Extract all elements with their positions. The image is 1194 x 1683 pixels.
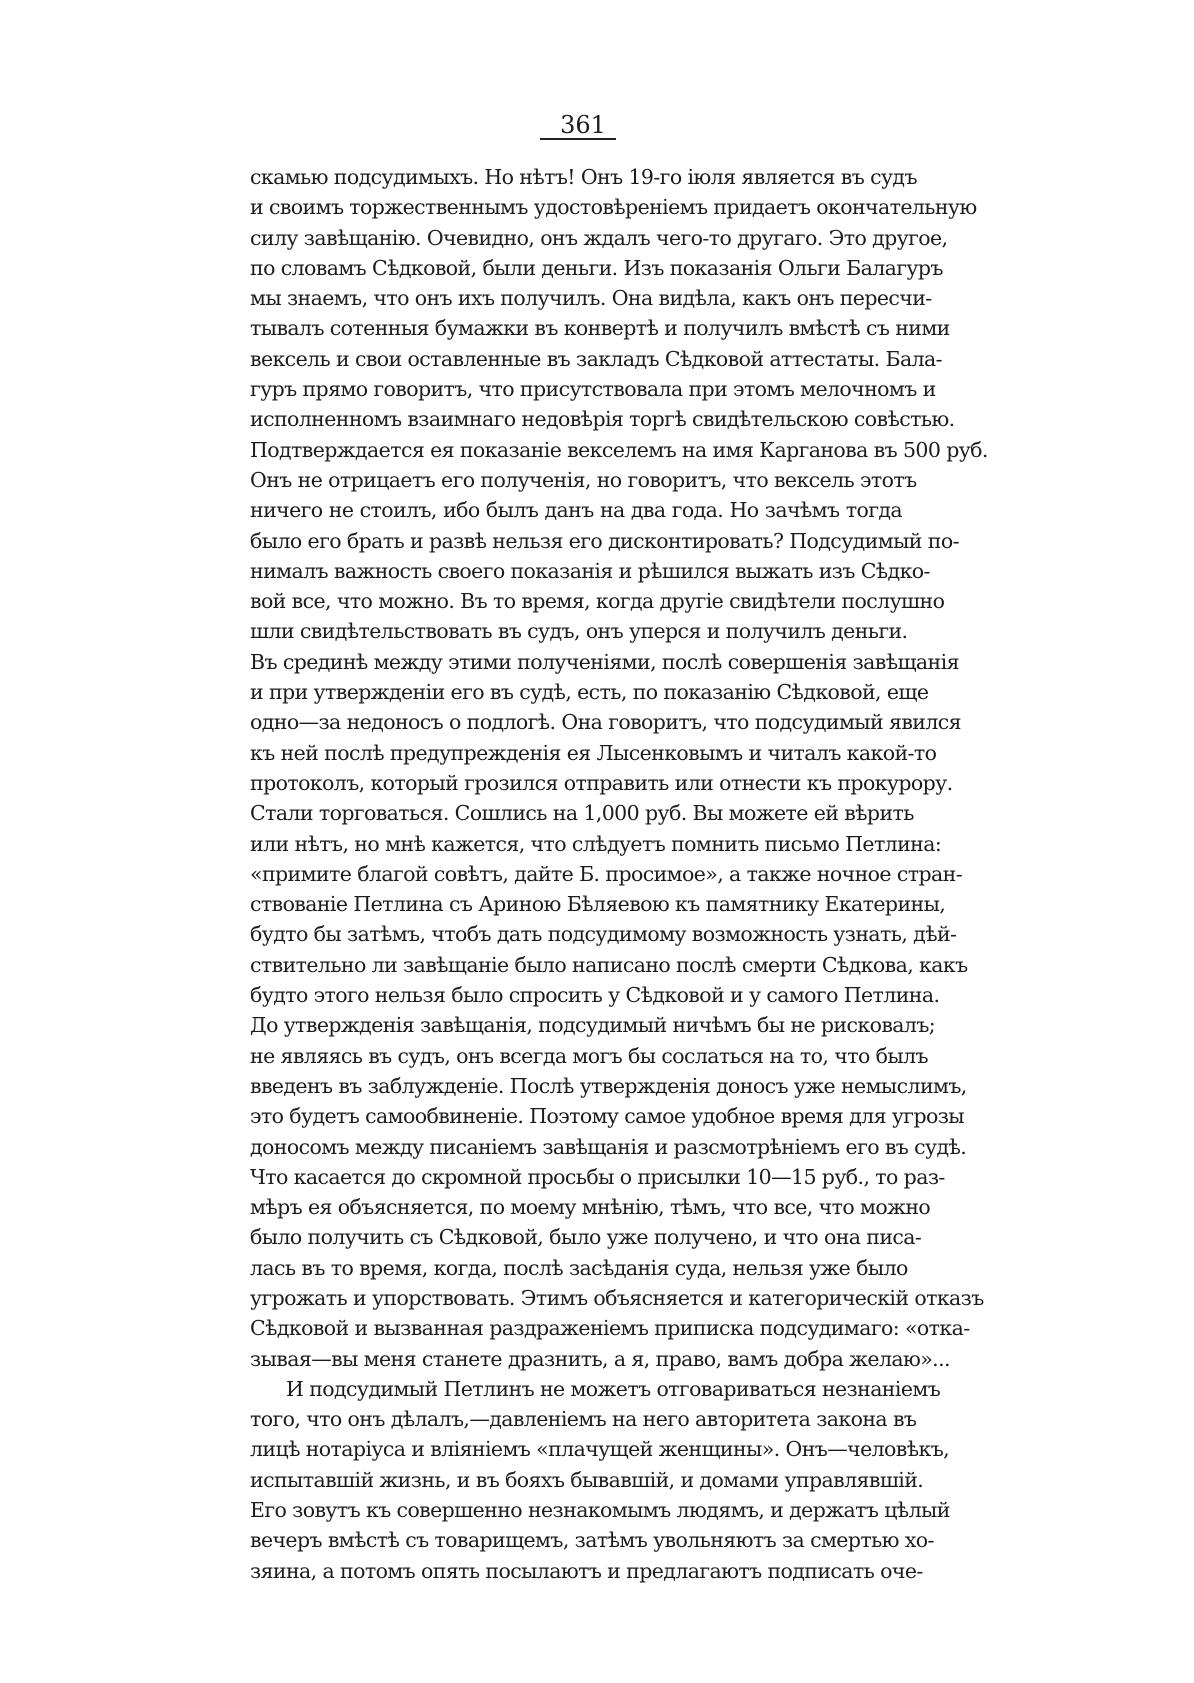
text-line: «примите благой совѣтъ, дайте Б. просимое», а также ночное стран- — [250, 861, 963, 886]
text-line: тывалъ сотенныя бумажки въ конвертѣ и получилъ вмѣстѣ съ ними — [250, 316, 950, 341]
text-line: вой все, что можно. Въ то время, когда другіе свидѣтели послушно — [250, 589, 945, 614]
text-line: не являясь въ судъ, онъ всегда могъ бы сослаться на то, что былъ — [250, 1043, 928, 1068]
text-line: было его брать и развѣ нельзя его дисконтировать? Подсудимый по- — [250, 528, 959, 553]
text-line: къ ней послѣ предупрежденія ея Лысенковымъ и читалъ какой-то — [250, 740, 937, 765]
paragraph — [250, 1374, 950, 1586]
text-line: И подсудимый Петлинъ не можетъ отговариваться незнаніемъ — [286, 1376, 941, 1401]
text-line: ничего не стоилъ, ибо былъ данъ на два года. Но зачѣмъ тогда — [250, 498, 902, 523]
text-line: Что касается до скромной просьбы о присылки 10—15 руб., то раз- — [250, 1164, 945, 1189]
text-line: зывая—вы меня станете дразнить, а я, право, вамъ добра желаю»... — [250, 1346, 950, 1371]
text-line: испытавшій жизнь, и въ бояхъ бывавшій, и домами управлявшій. — [250, 1467, 924, 1492]
text-line: это будетъ самообвиненіе. Поэтому самое удобное время для угрозы — [250, 1104, 965, 1129]
text-line: одно—за недоносъ о подлогѣ. Она говоритъ, что подсудимый явился — [250, 710, 961, 735]
text-line: ствованіе Петлина съ Ариною Бѣляевою къ памятнику Екатерины, — [250, 892, 946, 917]
text-line: шли свидѣтельствовать въ судъ, онъ уперся и получилъ деньги. — [250, 619, 908, 644]
text-line: протоколъ, который грозился отправить или отнести къ прокурору. — [250, 770, 953, 795]
text-line: зяина, а потомъ опять посылаютъ и предлагаютъ подписать оче- — [250, 1558, 923, 1583]
text-line: скамью подсудимыхъ. Но нѣтъ! Онъ 19-го іюля является въ судъ — [250, 165, 917, 189]
text-line: мѣръ ея объясняется, по моему мнѣнію, тѣмъ, что все, что можно — [250, 1195, 931, 1220]
text-line: исполненномъ взаимнаго недовѣрія торгѣ свидѣтельскою совѣстью. — [250, 407, 955, 432]
text-line: было получить съ Сѣдковой, было уже получено, и что она писа- — [250, 1225, 922, 1250]
page-number: 361 — [560, 111, 606, 139]
text-line: силу завѣщанію. Очевидно, онъ ждалъ чего-то другаго. Это другое, — [250, 225, 948, 250]
text-line: ствительно ли завѣщаніе было написано послѣ смерти Сѣдкова, какъ — [250, 952, 968, 977]
text-line: того, что онъ дѣлалъ,—давленіемъ на него авторитета закона въ — [250, 1407, 917, 1432]
text-line: или нѣтъ, но мнѣ кажется, что слѣдуетъ помнить письмо Петлина: — [250, 831, 942, 856]
text-line: вексель и свои оставленные въ закладъ Сѣдковой аттестаты. Бала- — [250, 346, 942, 371]
text-line: Онъ не отрицаетъ его полученія, но говоритъ, что вексель этотъ — [250, 467, 917, 492]
text-line: лась въ то время, когда, послѣ засѣданія суда, нельзя уже было — [250, 1255, 908, 1280]
text-line: Подтверждается ея показаніе векселемъ на имя Карганова въ 500 руб. — [250, 437, 988, 462]
text-line: введенъ въ заблужденіе. Послѣ утвержденія доносъ уже немыслимъ, — [250, 1073, 967, 1098]
text-line: Сѣдковой и вызванная раздраженіемъ приписка подсудимаго: «отка- — [250, 1316, 970, 1341]
text-line: Его зовутъ къ совершенно незнакомымъ людямъ, и держатъ цѣлый — [250, 1498, 950, 1523]
text-line: мы знаемъ, что онъ ихъ получилъ. Она видѣла, какъ онъ пересчи- — [250, 286, 932, 311]
text-line: по словамъ Сѣдковой, были деньги. Изъ показанія Ольги Балагуръ — [250, 255, 943, 280]
text-line: доносомъ между писаніемъ завѣщанія и разсмотрѣніемъ его въ судѣ. — [250, 1134, 967, 1159]
text-line: будто бы затѣмъ, чтобъ дать подсудимому возможность узнать, дѣй- — [250, 922, 957, 947]
text-line: лицѣ нотаріуса и вліяніемъ «плачущей женщины». Онъ—человѣкъ, — [250, 1437, 950, 1462]
text-line: вечеръ вмѣстѣ съ товарищемъ, затѣмъ увольняютъ за смертью хо- — [250, 1528, 934, 1553]
text-line: будто этого нельзя было спросить у Сѣдковой и у самого Петлина. — [250, 983, 940, 1008]
page-number-rule — [540, 138, 616, 140]
text-line: Стали торговаться. Сошлись на 1,000 руб. Вы можете ей вѣрить — [250, 801, 914, 826]
text-line: Въ срединѣ между этими полученіями, послѣ совершенія завѣщанія — [250, 649, 959, 674]
body-text — [250, 162, 988, 1586]
text-line: нималъ важность своего показанія и рѣшился выжать изъ Сѣдко- — [250, 558, 930, 583]
text-line: угрожать и упорствовать. Этимъ объясняется и категорическій отказъ — [250, 1285, 984, 1310]
text-line: гуръ прямо говоритъ, что присутствовала при этомъ мелочномъ и — [250, 377, 936, 402]
text-line: До утвержденія завѣщанія, подсудимый ничѣмъ бы не рисковалъ; — [250, 1013, 936, 1038]
text-line: и при утвержденіи его въ судѣ, есть, по показанію Сѣдковой, еще — [250, 680, 929, 705]
text-line: и своимъ торжественнымъ удостовѣреніемъ придаетъ окончательную — [250, 195, 977, 220]
paragraph — [250, 162, 988, 1374]
